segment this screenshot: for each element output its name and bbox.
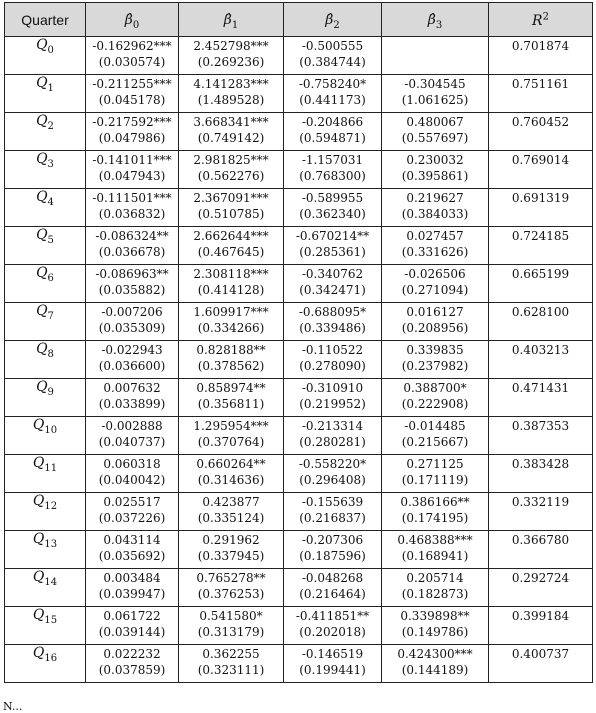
coefficient: -0.500555 bbox=[301, 39, 364, 53]
coefficient: 2.452798*** bbox=[193, 39, 269, 53]
standard-error: (0.339486) bbox=[299, 321, 366, 335]
r-squared-cell: 0.751161 bbox=[489, 75, 593, 113]
standard-error: (0.035309) bbox=[98, 321, 166, 335]
standard-error: (0.035692) bbox=[98, 549, 166, 563]
coefficient: 2.308118*** bbox=[193, 267, 269, 281]
coefficient: -0.026506 bbox=[404, 267, 466, 281]
coefficient: -0.211255*** bbox=[92, 77, 172, 91]
coef-cell-b1 bbox=[179, 645, 284, 683]
table-row bbox=[5, 417, 593, 455]
quarter-cell: $Q_2$ bbox=[5, 113, 86, 151]
coefficient: 0.339835 bbox=[406, 343, 464, 357]
coefficient: 0.388700* bbox=[403, 381, 467, 395]
coef-cell-b0 bbox=[86, 303, 179, 341]
coefficient: -0.111501*** bbox=[92, 191, 172, 205]
quarter-cell: $Q_3$ bbox=[5, 151, 86, 189]
standard-error: (0.037226) bbox=[98, 511, 166, 525]
table-row bbox=[5, 265, 593, 303]
standard-error: (0.342471) bbox=[299, 283, 366, 297]
coefficient: 0.362255 bbox=[202, 647, 260, 661]
standard-error: (0.222908) bbox=[401, 397, 469, 411]
coefficient: 0.424300*** bbox=[397, 647, 473, 661]
coef-cell-b0 bbox=[86, 113, 179, 151]
coef-cell-b0 bbox=[86, 227, 179, 265]
standard-error: (0.040737) bbox=[98, 435, 166, 449]
coef-cell-b3 bbox=[382, 303, 489, 341]
coefficient: 0.219627 bbox=[406, 191, 464, 205]
standard-error: (0.510785) bbox=[197, 207, 265, 221]
coefficient: 0.205714 bbox=[406, 571, 464, 585]
coefficient: 0.480067 bbox=[406, 115, 464, 129]
quarter-cell: $Q_1$ bbox=[5, 75, 86, 113]
coefficient: -0.304545 bbox=[404, 77, 466, 91]
coef-cell-b2 bbox=[284, 303, 382, 341]
coefficient: 0.339898** bbox=[400, 609, 470, 623]
table-row bbox=[5, 607, 593, 645]
r-squared-cell: 0.400737 bbox=[489, 645, 593, 683]
quarter-cell: $Q_{13}$ bbox=[5, 531, 86, 569]
standard-error: (0.174195) bbox=[401, 511, 469, 525]
coef-cell-b0 bbox=[86, 265, 179, 303]
coefficient: 4.141283*** bbox=[193, 77, 269, 91]
coefficient: 0.027457 bbox=[406, 229, 464, 243]
coefficient: 3.668341*** bbox=[193, 115, 269, 129]
quarter-cell: $Q_{10}$ bbox=[5, 417, 86, 455]
standard-error: (0.215667) bbox=[401, 435, 469, 449]
standard-error: (0.187596) bbox=[299, 549, 366, 563]
coef-cell-b2 bbox=[284, 113, 382, 151]
coef-cell-b2 bbox=[284, 417, 382, 455]
standard-error: (0.594871) bbox=[299, 131, 366, 145]
standard-error: (0.331626) bbox=[401, 245, 469, 259]
standard-error: (0.037859) bbox=[98, 663, 166, 677]
coef-cell-b3 bbox=[382, 113, 489, 151]
coefficient: 0.025517 bbox=[103, 495, 161, 509]
coefficient: -0.589955 bbox=[301, 191, 364, 205]
table-row bbox=[5, 569, 593, 607]
coefficient: -0.207306 bbox=[301, 533, 364, 547]
standard-error: (0.208956) bbox=[401, 321, 469, 335]
coef-cell-b1 bbox=[179, 75, 284, 113]
coef-cell-b0 bbox=[86, 37, 179, 75]
standard-error: (0.285361) bbox=[299, 245, 366, 259]
coef-cell-b3 bbox=[382, 493, 489, 531]
r-squared-cell: 0.724185 bbox=[489, 227, 593, 265]
standard-error: (1.061625) bbox=[401, 93, 469, 107]
quarter-cell: $Q_8$ bbox=[5, 341, 86, 379]
coef-cell-b3 bbox=[382, 189, 489, 227]
header-quarter: Quarter bbox=[5, 3, 86, 37]
standard-error: (0.562276) bbox=[197, 169, 265, 183]
coefficient: -0.204866 bbox=[301, 115, 364, 129]
coefficient: -0.002888 bbox=[101, 419, 163, 433]
coef-cell-b0 bbox=[86, 493, 179, 531]
standard-error: (0.237982) bbox=[401, 359, 469, 373]
coef-cell-b1 bbox=[179, 569, 284, 607]
coef-cell-b0 bbox=[86, 645, 179, 683]
coefficient: 0.271125 bbox=[406, 457, 464, 471]
coefficient: 0.022232 bbox=[103, 647, 161, 661]
standard-error: (0.356811) bbox=[197, 397, 265, 411]
r-squared-cell: 0.665199 bbox=[489, 265, 593, 303]
standard-error: (0.313179) bbox=[197, 625, 265, 639]
header-beta-1: $\betâ_1$ bbox=[179, 3, 284, 37]
quarter-cell: $Q_{12}$ bbox=[5, 493, 86, 531]
header-r-squared: $R^2$ bbox=[489, 3, 593, 37]
coefficient: 0.060318 bbox=[103, 457, 161, 471]
coef-cell-b3 bbox=[382, 379, 489, 417]
standard-error: (0.047986) bbox=[98, 131, 166, 145]
coefficient: 0.043114 bbox=[103, 533, 161, 547]
standard-error: (0.036832) bbox=[98, 207, 166, 221]
standard-error: (0.144189) bbox=[401, 663, 469, 677]
table-row bbox=[5, 493, 593, 531]
coefficient: 0.765278** bbox=[196, 571, 266, 585]
standard-error: (0.269236) bbox=[197, 55, 265, 69]
table-row bbox=[5, 227, 593, 265]
standard-error: (0.182873) bbox=[401, 587, 469, 601]
table-row bbox=[5, 645, 593, 683]
table-row bbox=[5, 189, 593, 227]
coefficient: -0.007206 bbox=[101, 305, 163, 319]
coefficient: 0.007632 bbox=[103, 381, 161, 395]
table-row bbox=[5, 113, 593, 151]
coefficient: -0.162962*** bbox=[92, 39, 172, 53]
standard-error: (0.280281) bbox=[299, 435, 366, 449]
coef-cell-b3 bbox=[382, 151, 489, 189]
coef-cell-b1 bbox=[179, 151, 284, 189]
quarter-cell: $Q_{16}$ bbox=[5, 645, 86, 683]
coef-cell-b2 bbox=[284, 455, 382, 493]
table-row bbox=[5, 379, 593, 417]
coefficient: 0.016127 bbox=[406, 305, 464, 319]
standard-error: (0.384033) bbox=[401, 207, 469, 221]
standard-error: (0.033899) bbox=[98, 397, 166, 411]
coef-cell-b0 bbox=[86, 531, 179, 569]
coefficient: 0.828188** bbox=[196, 343, 266, 357]
table-row bbox=[5, 75, 593, 113]
standard-error: (0.384744) bbox=[299, 55, 366, 69]
quarter-cell: $Q_{15}$ bbox=[5, 607, 86, 645]
coefficient: 0.003484 bbox=[103, 571, 161, 585]
coef-cell-b3 bbox=[382, 607, 489, 645]
coef-cell-b1 bbox=[179, 379, 284, 417]
standard-error: (0.036600) bbox=[98, 359, 166, 373]
table-row bbox=[5, 37, 593, 75]
standard-error: (0.036678) bbox=[98, 245, 166, 259]
standard-error: (0.376253) bbox=[197, 587, 265, 601]
r-squared-cell: 0.701874 bbox=[489, 37, 593, 75]
standard-error: (0.168941) bbox=[401, 549, 469, 563]
r-squared-cell: 0.403213 bbox=[489, 341, 593, 379]
coef-cell-b0 bbox=[86, 607, 179, 645]
coef-cell-b1 bbox=[179, 227, 284, 265]
coefficient bbox=[382, 37, 488, 38]
coef-cell-b2 bbox=[284, 645, 382, 683]
coefficient: 2.981825*** bbox=[193, 153, 269, 167]
header-beta-2: $\betâ_2$ bbox=[284, 3, 382, 37]
coefficient: 2.662644*** bbox=[193, 229, 269, 243]
coef-cell-b0 bbox=[86, 189, 179, 227]
coef-cell-b1 bbox=[179, 265, 284, 303]
table-row bbox=[5, 341, 593, 379]
standard-error: (0.557697) bbox=[401, 131, 469, 145]
coef-cell-b3 bbox=[382, 227, 489, 265]
coef-cell-b2 bbox=[284, 531, 382, 569]
quarter-cell: $Q_6$ bbox=[5, 265, 86, 303]
coefficient: -0.758240* bbox=[298, 77, 367, 91]
quarter-cell: $Q_4$ bbox=[5, 189, 86, 227]
standard-error: (0.149786) bbox=[401, 625, 469, 639]
quarter-cell: $Q_7$ bbox=[5, 303, 86, 341]
coefficient: 2.367091*** bbox=[193, 191, 269, 205]
coefficient: 0.468388*** bbox=[397, 533, 473, 547]
standard-error: (0.040042) bbox=[98, 473, 166, 487]
standard-error: (0.323111) bbox=[197, 663, 265, 677]
standard-error: (0.216464) bbox=[299, 587, 366, 601]
coefficient: -0.670214** bbox=[295, 229, 370, 243]
standard-error: (0.039947) bbox=[98, 587, 166, 601]
quarter-cell: $Q_{11}$ bbox=[5, 455, 86, 493]
coef-cell-b1 bbox=[179, 37, 284, 75]
coefficient: 0.291962 bbox=[202, 533, 260, 547]
quarter-cell: $Q_5$ bbox=[5, 227, 86, 265]
table-row bbox=[5, 151, 593, 189]
coef-cell-b0 bbox=[86, 151, 179, 189]
coef-cell-b0 bbox=[86, 569, 179, 607]
coef-cell-b2 bbox=[284, 227, 382, 265]
coef-cell-b3 bbox=[382, 569, 489, 607]
r-squared-cell: 0.628100 bbox=[489, 303, 593, 341]
table-row bbox=[5, 531, 593, 569]
standard-error: (0.030574) bbox=[98, 55, 166, 69]
coefficient: -0.310910 bbox=[301, 381, 364, 395]
coefficient: -0.411851** bbox=[295, 609, 370, 623]
coefficient: 0.423877 bbox=[202, 495, 260, 509]
standard-error: (0.199441) bbox=[299, 663, 366, 677]
coefficient: 0.541580* bbox=[199, 609, 263, 623]
standard-error: (0.395861) bbox=[401, 169, 469, 183]
standard-error: (0.749142) bbox=[197, 131, 265, 145]
standard-error: (0.337945) bbox=[197, 549, 265, 563]
standard-error: (0.378562) bbox=[197, 359, 265, 373]
r-squared-cell: 0.383428 bbox=[489, 455, 593, 493]
coefficient: -0.213314 bbox=[301, 419, 364, 433]
standard-error: (0.334266) bbox=[197, 321, 265, 335]
coef-cell-b3 bbox=[382, 455, 489, 493]
coef-cell-b3 bbox=[382, 531, 489, 569]
coef-cell-b2 bbox=[284, 607, 382, 645]
table-row bbox=[5, 455, 593, 493]
coef-cell-b3 bbox=[382, 341, 489, 379]
header-beta-3: $\betâ_3$ bbox=[382, 3, 489, 37]
coefficient: 0.858974** bbox=[196, 381, 266, 395]
coefficient: -0.086963** bbox=[95, 267, 169, 281]
coef-cell-b2 bbox=[284, 569, 382, 607]
regression-table bbox=[4, 2, 593, 683]
standard-error: (0.035882) bbox=[98, 283, 166, 297]
standard-error: (0.414128) bbox=[197, 283, 265, 297]
coef-cell-b3 bbox=[382, 75, 489, 113]
coef-cell-b0 bbox=[86, 341, 179, 379]
coef-cell-b3 bbox=[382, 265, 489, 303]
coef-cell-b3 bbox=[382, 645, 489, 683]
standard-error: (0.296408) bbox=[299, 473, 366, 487]
standard-error: (0.441173) bbox=[299, 93, 366, 107]
r-squared-cell: 0.760452 bbox=[489, 113, 593, 151]
quarter-cell: $Q_0$ bbox=[5, 37, 86, 75]
r-squared-cell: 0.387353 bbox=[489, 417, 593, 455]
standard-error: (0.370764) bbox=[197, 435, 265, 449]
coefficient: -0.558220* bbox=[298, 457, 367, 471]
coef-cell-b1 bbox=[179, 531, 284, 569]
coef-cell-b2 bbox=[284, 265, 382, 303]
coef-cell-b2 bbox=[284, 493, 382, 531]
coefficient: 0.061722 bbox=[103, 609, 161, 623]
coefficient: 0.660264** bbox=[196, 457, 266, 471]
coef-cell-b2 bbox=[284, 189, 382, 227]
coef-cell-b1 bbox=[179, 303, 284, 341]
coefficient: -0.340762 bbox=[301, 267, 364, 281]
standard-error: (0.314636) bbox=[197, 473, 265, 487]
standard-error: (0.362340) bbox=[299, 207, 366, 221]
standard-error: (0.045178) bbox=[98, 93, 166, 107]
coef-cell-b2 bbox=[284, 341, 382, 379]
r-squared-cell: 0.769014 bbox=[489, 151, 593, 189]
coefficient: -0.146519 bbox=[301, 647, 364, 661]
r-squared-cell: 0.691319 bbox=[489, 189, 593, 227]
header-row bbox=[5, 3, 593, 37]
coefficient: -0.155639 bbox=[301, 495, 364, 509]
coef-cell-b1 bbox=[179, 417, 284, 455]
standard-error: (0.219952) bbox=[299, 397, 366, 411]
coefficient: -0.048268 bbox=[301, 571, 364, 585]
standard-error: (0.171119) bbox=[401, 473, 469, 487]
coef-cell-b1 bbox=[179, 607, 284, 645]
standard-error: (0.768300) bbox=[299, 169, 366, 183]
coefficient: 1.295954*** bbox=[193, 419, 269, 433]
standard-error: (1.489528) bbox=[197, 93, 265, 107]
standard-error: (0.278090) bbox=[299, 359, 366, 373]
standard-error: (0.039144) bbox=[98, 625, 166, 639]
coefficient: -0.110522 bbox=[301, 343, 364, 357]
coef-cell-b0 bbox=[86, 417, 179, 455]
standard-error: (0.271094) bbox=[401, 283, 469, 297]
coefficient: -0.688095* bbox=[298, 305, 367, 319]
r-squared-cell: 0.332119 bbox=[489, 493, 593, 531]
table-row bbox=[5, 303, 593, 341]
r-squared-cell: 0.292724 bbox=[489, 569, 593, 607]
r-squared-cell: 0.471431 bbox=[489, 379, 593, 417]
coef-cell-b2 bbox=[284, 151, 382, 189]
standard-error: (0.467645) bbox=[197, 245, 265, 259]
coef-cell-b1 bbox=[179, 493, 284, 531]
coefficient: 0.230032 bbox=[406, 153, 464, 167]
standard-error: (0.216837) bbox=[299, 511, 366, 525]
quarter-cell: $Q_{14}$ bbox=[5, 569, 86, 607]
coef-cell-b2 bbox=[284, 75, 382, 113]
standard-error: (0.335124) bbox=[197, 511, 265, 525]
coef-cell-b2 bbox=[284, 37, 382, 75]
r-squared-cell: 0.366780 bbox=[489, 531, 593, 569]
coefficient: 1.609917*** bbox=[193, 305, 269, 319]
standard-error: (0.047943) bbox=[98, 169, 166, 183]
standard-error: (0.202018) bbox=[299, 625, 366, 639]
coefficient: -0.217592*** bbox=[92, 115, 172, 129]
coefficient: -0.014485 bbox=[404, 419, 466, 433]
coef-cell-b3 bbox=[382, 37, 489, 75]
coefficient: -0.141011*** bbox=[92, 153, 172, 167]
header-beta-0: $\betâ_0$ bbox=[86, 3, 179, 37]
coefficient: -0.086324** bbox=[95, 229, 169, 243]
coef-cell-b0 bbox=[86, 455, 179, 493]
coef-cell-b1 bbox=[179, 189, 284, 227]
coef-cell-b1 bbox=[179, 113, 284, 151]
coefficient: -1.157031 bbox=[301, 153, 364, 167]
coef-cell-b0 bbox=[86, 379, 179, 417]
coef-cell-b1 bbox=[179, 455, 284, 493]
coef-cell-b0 bbox=[86, 75, 179, 113]
r-squared-cell: 0.399184 bbox=[489, 607, 593, 645]
coef-cell-b3 bbox=[382, 417, 489, 455]
coef-cell-b2 bbox=[284, 379, 382, 417]
table-footnote: N... bbox=[3, 700, 23, 713]
quarter-cell: $Q_9$ bbox=[5, 379, 86, 417]
coefficient: 0.386166** bbox=[400, 495, 470, 509]
coef-cell-b1 bbox=[179, 341, 284, 379]
coefficient: -0.022943 bbox=[101, 343, 163, 357]
